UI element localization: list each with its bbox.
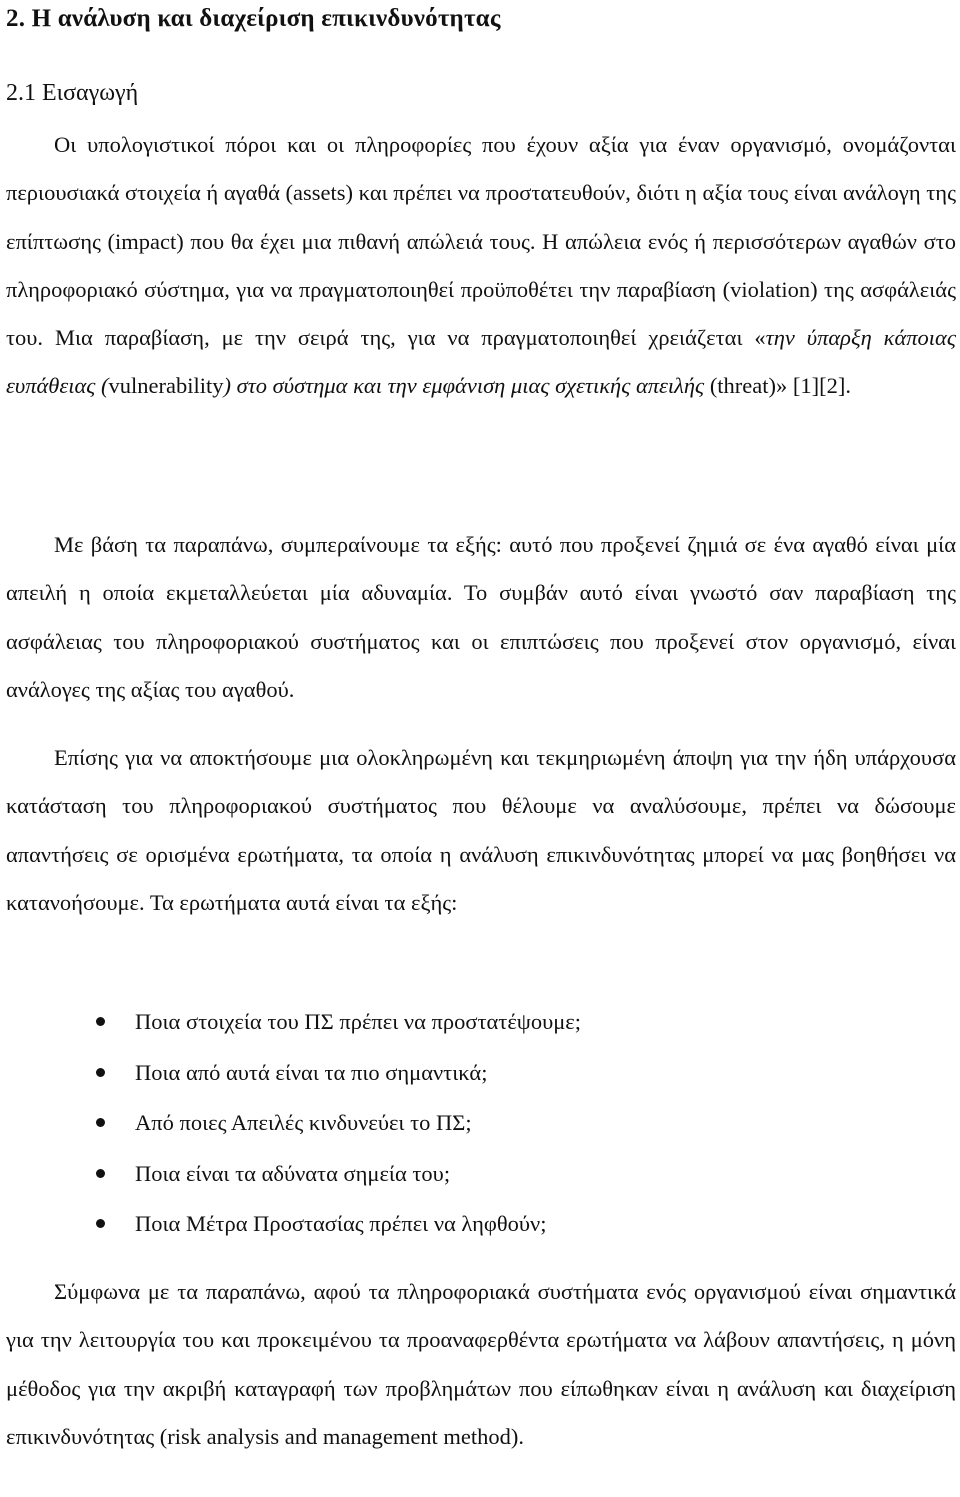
list-item-text: Ποια στοιχεία του ΠΣ πρέπει να προστατέψουμε; — [135, 1009, 582, 1034]
bullet-icon — [96, 1118, 105, 1127]
subsection-title: 2.1 Εισαγωγή — [6, 80, 139, 106]
paragraph-introduction — [6, 121, 956, 411]
list-item-text: Ποια είναι τα αδύνατα σημεία του; — [135, 1160, 451, 1186]
paragraph-conclusion: Με βάση τα παραπάνω, συμπεραίνουμε τα εξής: αυτό που προξενεί ζημιά σε ένα αγαθό είναι μία απειλή η οποία εκμεταλλεύεται μία αδυναμία. Το συμβάν αυτό είναι γνωστό σαν παραβίαση της ασφάλειας του πληροφοριακού συστήματος και οι επιπτώσεις που προξενεί στον οργανισμό, είναι ανάλογες της αξίας του αγαθού. — [6, 532, 956, 702]
bullet-icon — [96, 1068, 105, 1077]
paragraph-questions-intro: Επίσης για να αποκτήσουμε μια ολοκληρωμένη και τεκμηριωμένη άποψη για την ήδη υπάρχουσα κατάσταση του πληροφοριακού συστήματος που θέλουμε να αναλύσουμε, πρέπει να δώσουμε απαντήσεις σε ορισμένα ερωτήματα, τα οποία η ανάλυση επικινδυνότητας μπορεί να μας βοηθήσει να κατανοήσουμε. Τα ερωτήματα αυτά είναι τα εξής: — [6, 745, 956, 915]
list-item — [0, 1154, 950, 1205]
paragraph-introduction-italic-b: ) στο σύστημα και την εμφάνιση μιας σχετικής απειλής — [223, 373, 705, 399]
list-item-text: Ποια Μέτρα Προστασίας πρέπει να ληφθούν; — [135, 1211, 547, 1236]
paragraph-introduction-text-b: vulnerability — [108, 373, 224, 399]
bullet-icon — [96, 1219, 105, 1228]
list-item — [0, 1204, 950, 1255]
paragraph-introduction-italic-a: την ύπαρξη κάποιας ευπάθειας ( — [6, 325, 956, 399]
question-list — [0, 1002, 950, 1255]
list-item — [0, 1103, 950, 1154]
list-item — [0, 1053, 950, 1104]
section-title: 2. Η ανάλυση και διαχείριση επικινδυνότητας — [6, 5, 501, 32]
bullet-icon — [96, 1169, 105, 1178]
paragraph-introduction-text-c: (threat)» [1][2]. — [704, 373, 851, 399]
list-item-text: Ποια από αυτά είναι τα πιο σημαντικά; — [135, 1059, 488, 1085]
paragraph-summary: Σύμφωνα με τα παραπάνω, αφού τα πληροφοριακά συστήματα ενός οργανισμού είναι σημαντικά για την λειτουργία του και προκειμένου τα προαναφερθέντα ερωτήματα να λάβουν απαντήσεις, η μόνη μέθοδος για την ακριβή καταγραφή των προβλημάτων που είπωθηκαν είναι η ανάλυση και διαχείριση επικινδυνότητας (risk analysis and management method). — [6, 1279, 956, 1449]
list-item — [0, 1002, 950, 1053]
bullet-icon — [96, 1017, 105, 1026]
paragraph-introduction-text-a: Οι υπολογιστικοί πόροι και οι πληροφορίες που έχουν αξία για έναν οργανισμό, ονομάζονται περιουσιακά στοιχεία ή αγαθά (assets) και πρέπει να προστατευθούν, διότι η αξία τους είναι ανάλογη της επίπτωσης (impact) που θα έχει μια πιθανή απώλειά τους. Η απώλεια ενός ή περισσότερων αγαθών στο πληροφοριακό σύστημα, για να πραγματοποιηθεί προϋποθέτει την παραβίαση (violation) της ασφάλειάς του. Μια παραβίαση, με την σειρά της, για να πραγματοποιηθεί χρειάζεται « — [6, 132, 956, 351]
list-item-text: Από ποιες Απειλές κινδυνεύει το ΠΣ; — [135, 1110, 472, 1135]
